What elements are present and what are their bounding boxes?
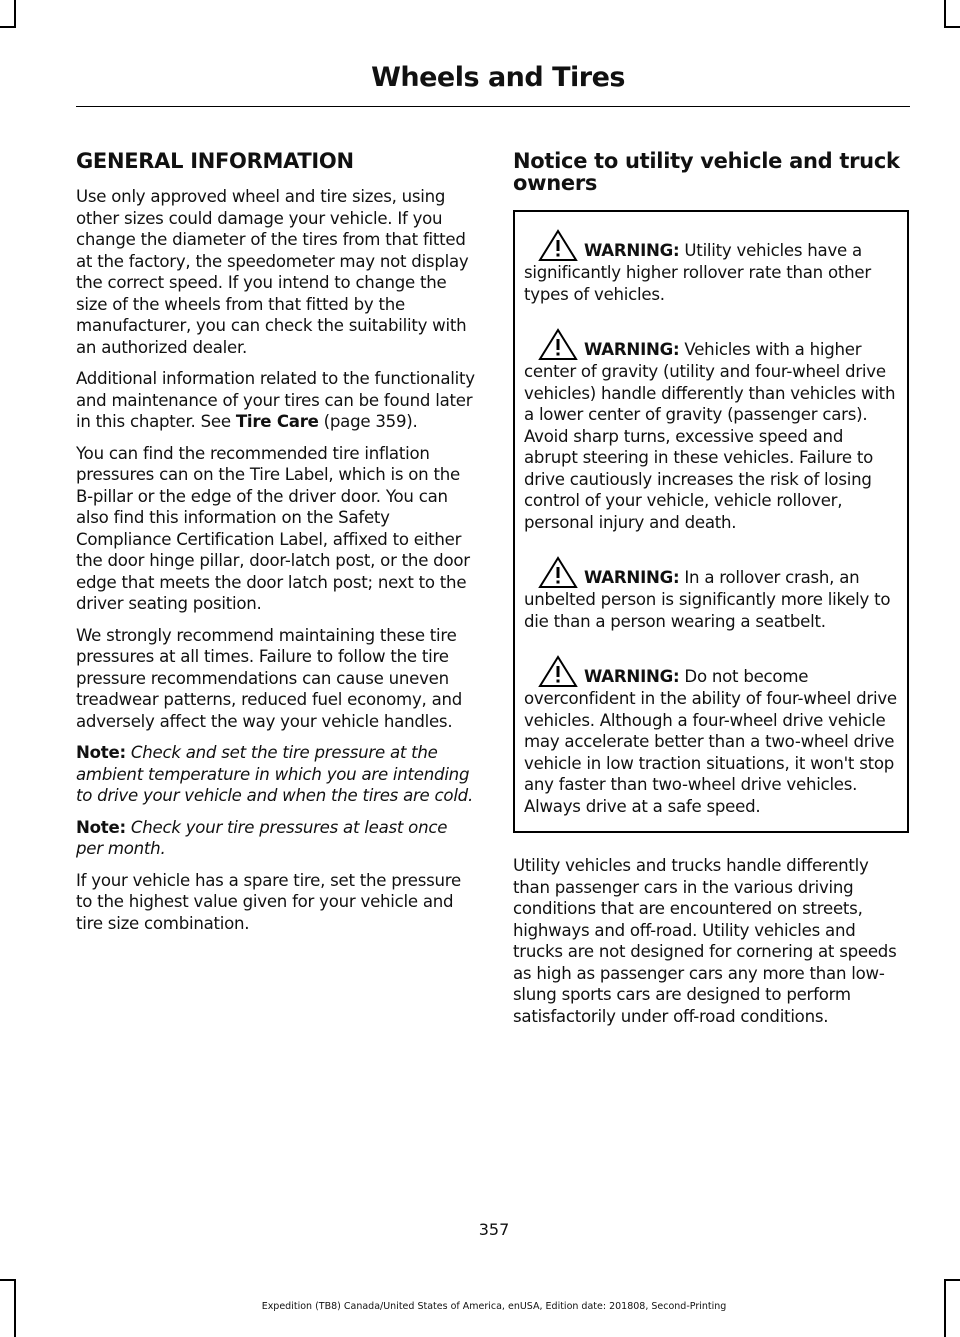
cross-reference-link[interactable]: Tire Care — [235, 412, 319, 432]
warning-label: WARNING: — [584, 568, 680, 588]
note-text: Check and set the tire pressure at the ambient temperature in which you are intending to drive your vehicle and when the tires are cold. — [76, 743, 473, 806]
footer-text: Expedition (TB8) Canada/United States of America, enUSA, Edition date: 201808, Second-Printing — [261, 1301, 727, 1312]
warning-triangle-icon — [536, 228, 580, 262]
header-divider — [76, 106, 910, 107]
warning-box — [513, 210, 909, 833]
note — [76, 817, 476, 860]
warning-text: Do not become overconfident in the ability of four-wheel drive vehicles. Although a four-wheel drive vehicle may accelerate better than a two-wheel drive vehicle in low traction situations, it won't stop any faster than two-wheel drive vehicles. Always drive at a safe speed. — [524, 667, 897, 816]
warning-label: WARNING: — [584, 667, 680, 687]
crop-mark — [944, 26, 960, 28]
paragraph: Use only approved wheel and tire sizes, using other sizes could damage your vehicle. If you change the diameter of the tires from that fitted at the factory, the speedometer may not display the correct speed. If you intend to change the size of the wheels from that fitted by the manufacturer, you can check the suitability with an authorized dealer. — [76, 187, 469, 357]
warning-label: WARNING: — [584, 340, 680, 360]
warning-text: Utility vehicles have a significantly higher rollover rate than other types of vehicles. — [524, 241, 871, 304]
note-label: Note: — [76, 817, 126, 837]
crop-mark — [0, 1279, 16, 1281]
crop-mark — [14, 0, 16, 28]
warning-item — [524, 654, 901, 817]
left-column — [76, 150, 476, 944]
crop-mark — [944, 0, 946, 28]
note — [76, 742, 476, 807]
page-title: Wheels and Tires — [371, 62, 625, 93]
paragraph: We strongly recommend maintaining these tire pressures at all times. Failure to follow the tire pressure recommendations can cause uneven treadwear patterns, reduced fuel economy, and adversely affect the way your vehicle handles. — [76, 625, 463, 731]
warning-item — [524, 327, 901, 533]
warning-text: In a rollover crash, an unbelted person is significantly more likely to die than a person wearing a seatbelt. — [524, 568, 891, 631]
section-heading: GENERAL INFORMATION — [76, 149, 354, 173]
warning-triangle-icon — [536, 327, 580, 361]
paragraph: Utility vehicles and trucks handle differently than passenger cars in the various driving conditions that are encountered on streets, highways and off-road. Utility vehicles and trucks are not designed for cornering at speeds as high as passenger cars any more than low-slung sports cars are designed to perform satisfactorily under off-road conditions. — [513, 856, 897, 1026]
paragraph: You can find the recommended tire inflation pressures can on the Tire Label, which is on the B-pillar or the edge of the driver door. You can also find this information on the Safety Compliance Certification Label, affixed to either the door hinge pillar, door-latch post, or the door edge that meets the door latch post; next to the driver seating position. — [76, 443, 470, 614]
warning-text: Vehicles with a higher center of gravity (utility and four-wheel drive vehicles) handle differently than vehicles with a lower center of gravity (passenger cars). Avoid sharp turns, excessive speed and abrupt steering in these vehicles. Failure to drive cautiously increases the risk of losing control of your vehicle, vehicle rollover, personal injury and death. — [524, 340, 896, 532]
warning-triangle-icon — [536, 654, 580, 688]
page-reference: (page 359). — [318, 412, 418, 432]
right-column — [513, 150, 909, 1037]
crop-mark — [0, 26, 16, 28]
crop-mark — [944, 1279, 960, 1281]
warning-triangle-icon — [536, 555, 580, 589]
paragraph-text: Additional information related to the functionality and maintenance of your tires can be found later in this chapter. See — [76, 369, 475, 432]
page-number: 357 — [478, 1220, 510, 1239]
section-heading: Notice to utility vehicle and truck owners — [513, 149, 900, 196]
note-label: Note: — [76, 743, 126, 763]
warning-item — [524, 228, 901, 305]
paragraph — [76, 368, 476, 433]
paragraph: If your vehicle has a spare tire, set the pressure to the highest value given for your vehicle and tire size combination. — [76, 870, 461, 933]
warning-label: WARNING: — [584, 241, 680, 261]
warning-item — [524, 555, 901, 632]
note-text: Check your tire pressures at least once per month. — [76, 817, 448, 859]
